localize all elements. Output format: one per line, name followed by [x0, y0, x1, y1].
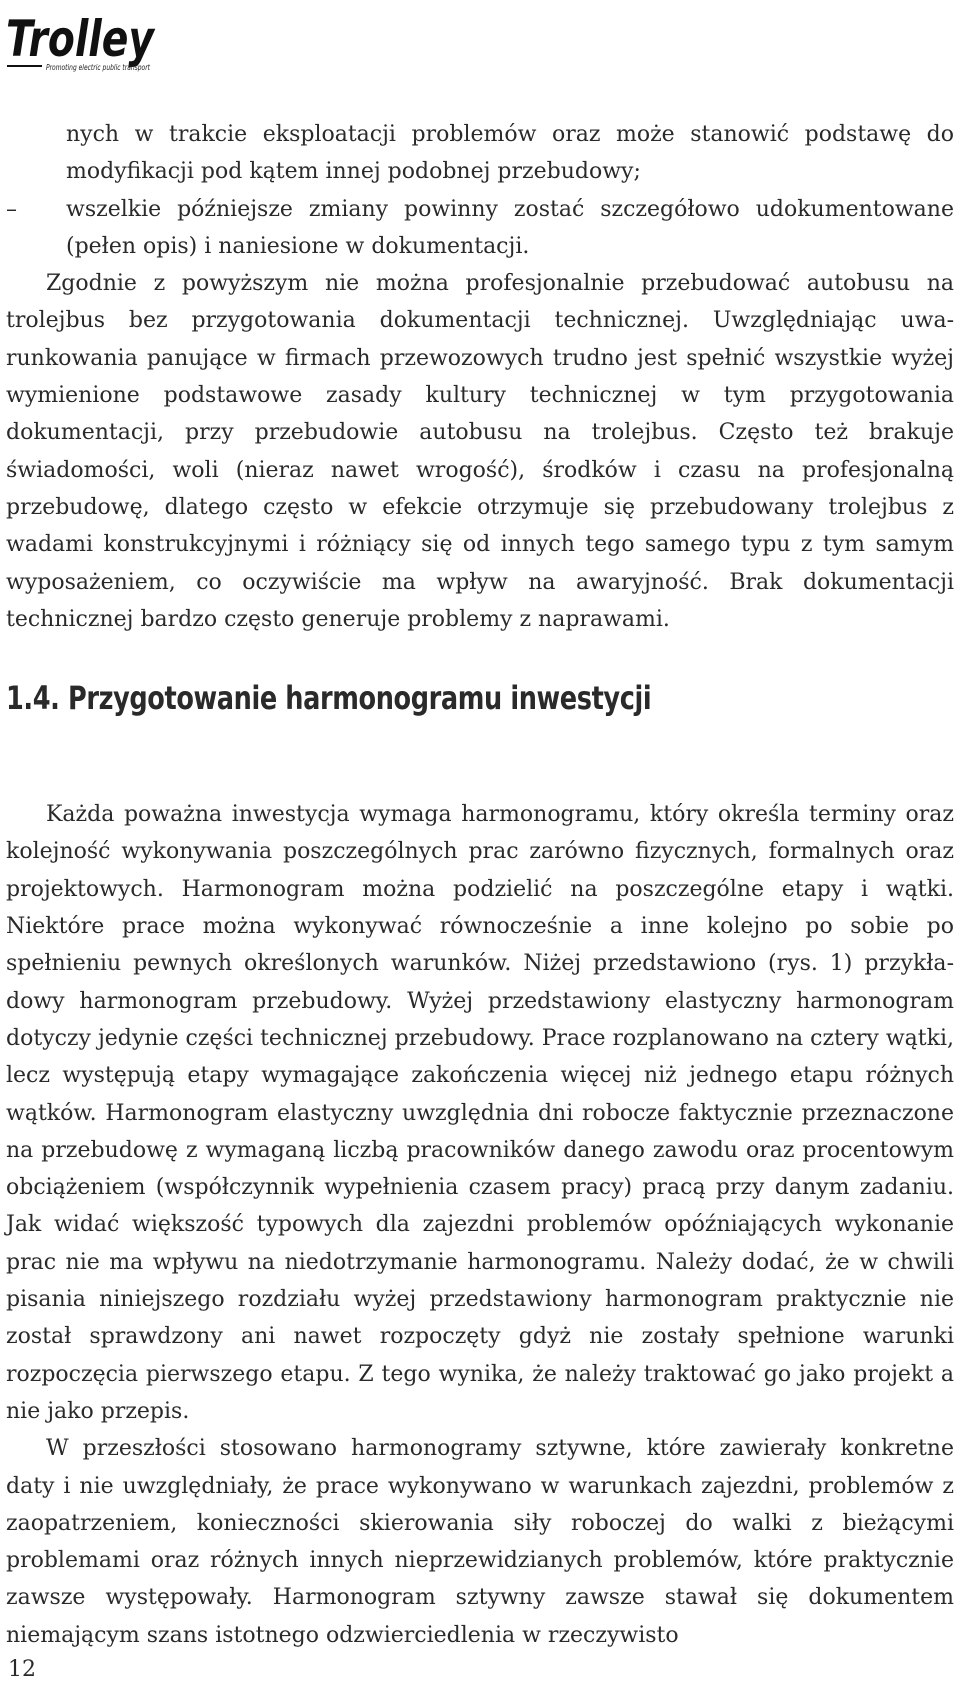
trolley-logo-mark — [4, 4, 174, 82]
paragraph-3: W przeszłości stosowano harmonogramy sztywne, które zawierały konkretne daty i nie uwzględniały, że prace wykonywano w warunkach zajezdni, problemów z zaopatrzeniem, konieczności skierowania siły roboczej do walki z bieżącymi problemami oraz różnych innych nieprzewidzianych problemów, które praktycznie zawsze występowały. Harmonogram sztywny zawsze stawał się dokumentem niemającym szans istotnego odzwierciedlenia w rzeczywisto — [6, 1436, 954, 1648]
paragraph-2: Każda poważna inwestycja wymaga harmonogramu, który określa terminy oraz kolejność wykonywania poszczególnych prac zarówno fizycznych, formalnych oraz projektowych. Harmonogram można podzielić na poszczególne etapy i wątki. Niektóre prace można wykonywać równocześnie a inne kolejno po sobie po spełnieniu pewnych określonych warunków. Niżej przedstawiono (rys. 1) przykładowy harmonogram przebudowy. Wyżej przedstawiony elastyczny harmonogram dotyczy jedynie części technicznej przebudowy. Prace rozplanowano na cztery wątki, lecz występują etapy wymagające zakończenia więcej niż jednego etapu różnych wątków. Harmonogram elastyczny uwzględnia dni robocze faktycznie przeznaczone na przebudowę z wymaganą liczbą pracowników danego zawodu oraz procentowym obciążeniem (współczynnik wypełnienia czasem pracy) pracą przy danym zadaniu. Jak widać większość typowych dla zajezdni problemów opóźniających wykonanie prac nie ma wpływu na niedotrzymanie harmonogramu. Należy dodać, że w chwili pisania niniejszego rozdziału wyżej przedstawiony harmonogram praktycznie nie został sprawdzony ani nawet rozpoczęty gdyż nie zostały spełnione warunki rozpoczęcia pierwszego etapu. Z tego wynika, że należy traktować go jako projekt a nie jako przepis. — [6, 802, 954, 1424]
page-number: 12 — [8, 1657, 36, 1682]
list-dash: – — [6, 196, 17, 222]
paragraph-1: Zgodnie z powyższym nie można profesjonalnie przebudować autobusu na trolejbus bez przygotowania dokumentacji technicznej. Uwzględniając uwarunkowania panujące w firmach przewozowych trudno jest spełnić wszystkie wyżej wymienione podstawowe zasady kultury technicznej w tym przygotowania dokumentacji, przy przebudowie autobusu na trolejbus. Często też brakuje świadomości, woli (nieraz nawet wrogość), środków i czasu na profesjonalną przebudowę, dlatego często w efekcie otrzymuje się przebudowany trolejbus z wadami konstrukcyjnymi i różniący się od innych tego samego typu z tym samym wyposażeniem, co oczywiście ma wpływ na awaryjność. Brak dokumentacji technicznej bardzo często generuje problemy z naprawami. — [6, 271, 954, 632]
list-item-text: wszelkie późniejsze zmiany powinny zostać szczegółowo udokumentowane (pełen opis) i naniesione w dokumentacji. — [66, 196, 954, 259]
logo-tagline: Promoting electric public transport — [46, 63, 151, 72]
section-heading: 1.4. Przygotowanie harmonogramu inwestycji — [6, 679, 652, 718]
page-content — [6, 116, 954, 1654]
logo-wordmark: Trolley — [6, 10, 156, 68]
list-item-continuation: nych w trakcie eksploatacji problemów oraz może stanowić podstawę do modyfikacji pod kątem innej podobnej przebudowy; — [66, 122, 954, 185]
list-item — [6, 191, 954, 266]
trolley-logo — [4, 4, 174, 82]
